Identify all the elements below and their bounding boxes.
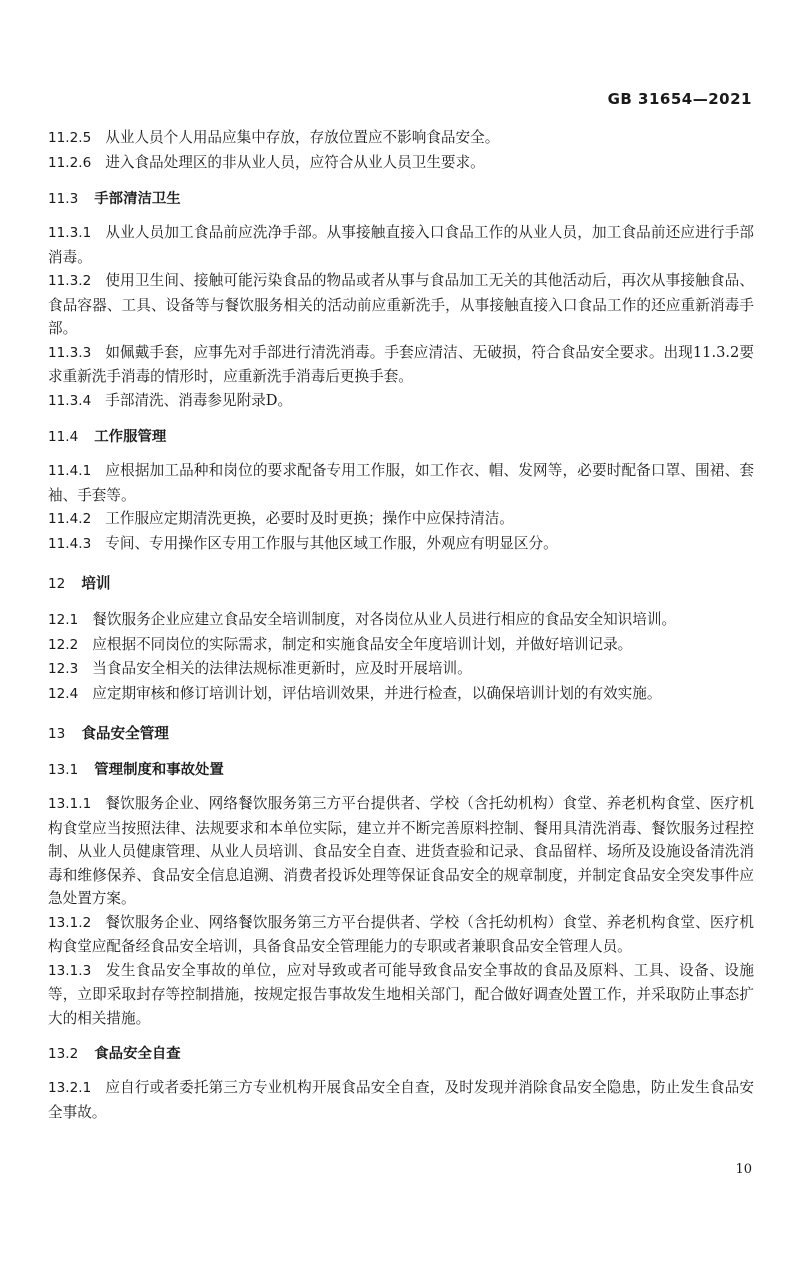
- clause-11-3-3: [48, 341, 754, 389]
- section-heading-13-2: [48, 1042, 754, 1066]
- chapter-heading-13: [48, 722, 754, 746]
- clause-number: 12.2: [48, 636, 79, 653]
- clause-12-2: [48, 633, 754, 658]
- section-number: 11.3: [48, 191, 79, 207]
- clause-11-2-6: [48, 151, 754, 176]
- clause-text: 手部清洗、消毒参见附录D。: [105, 391, 293, 409]
- clause-11-3-1: [48, 221, 754, 269]
- clause-number: 11.3.1: [48, 225, 92, 241]
- clause-number: 11.3.4: [48, 392, 92, 409]
- chapter-title: 食品安全管理: [81, 725, 169, 742]
- clause-text: 餐饮服务企业、网络餐饮服务第三方平台提供者、学校（含托幼机构）食堂、养老机构食堂、医疗机构食堂应当按照法律、法规要求和本单位实际，建立并不断完善原料控制、餐用具清洗消毒、餐饮服务过程控制、从业人员健康管理、从业人员培训、食品安全自查、进货查验和记录、食品留样、场所及设施设备清洗消毒和维修保养、食品安全信息追溯、消费者投诉处理等保证食品安全的规章制度，并制定食品安全突发事件应急处置方案。: [48, 795, 754, 907]
- clause-text: 工作服应定期清洗更换，必要时及时更换；操作中应保持清洁。: [105, 510, 514, 527]
- section-title: 食品安全自查: [94, 1046, 181, 1062]
- section-title: 管理制度和事故处置: [94, 762, 224, 778]
- chapter-number: 13: [48, 726, 66, 742]
- clause-number: 13.1.3: [48, 962, 92, 979]
- clause-12-3: [48, 657, 754, 682]
- clause-number: 11.4.3: [48, 535, 92, 552]
- clause-text: 从业人员加工食品前应洗净手部。从事接触直接入口食品工作的从业人员，加工食品前还应进行手部消毒。: [48, 224, 754, 266]
- clause-13-1-2: [48, 911, 754, 959]
- clause-text: 餐饮服务企业、网络餐饮服务第三方平台提供者、学校（含托幼机构）食堂、养老机构食堂、医疗机构食堂应配备经食品安全培训，具备食品安全管理能力的专职或者兼职食品安全管理人员。: [48, 913, 754, 955]
- clause-text: 使用卫生间、接触可能污染食品的物品或者从事与食品加工无关的其他活动后，再次从事接触食品、食品容器、工具、设备等与餐饮服务相关的活动前应重新洗手，从事接触直接入口食品工作的还应重新消毒手部。: [48, 272, 754, 337]
- clause-text: 如佩戴手套，应事先对手部进行清洗消毒。手套应清洁、无破损，符合食品安全要求。出现11.3.2要求重新洗手消毒的情形时，应重新洗手消毒后更换手套。: [48, 343, 754, 385]
- chapter-number: 12: [48, 576, 66, 592]
- clause-13-2-1: [48, 1076, 754, 1124]
- section-heading-13-1: [48, 758, 754, 782]
- section-heading-11-3: [48, 187, 754, 211]
- clause-text: 应定期审核和修订培训计划，评估培训效果，并进行检查，以确保培训计划的有效实施。: [92, 684, 662, 702]
- clause-number: 11.4.2: [48, 511, 92, 527]
- clause-text: 餐饮服务企业应建立食品安全培训制度，对各岗位从业人员进行相应的食品安全知识培训。: [92, 611, 677, 628]
- clause-number: 12.4: [48, 685, 79, 702]
- section-number: 13.1: [48, 762, 79, 778]
- clause-number: 13.1.2: [48, 914, 92, 931]
- section-heading-11-4: [48, 425, 754, 449]
- clause-11-2-5: [48, 126, 754, 151]
- clause-number: 11.4.1: [48, 463, 92, 479]
- section-title: 手部清洁卫生: [94, 191, 181, 207]
- clause-12-4: [48, 682, 754, 707]
- clause-number: 11.3.2: [48, 273, 92, 289]
- clause-11-4-1: [48, 459, 754, 507]
- clause-number: 11.3.3: [48, 344, 92, 361]
- clause-11-3-2: [48, 269, 754, 341]
- clause-11-4-3: [48, 532, 754, 557]
- clause-12-1: [48, 608, 754, 633]
- clause-number: 12.3: [48, 661, 79, 677]
- standard-code: GB 31654—2021: [607, 90, 752, 108]
- section-title: 工作服管理: [94, 429, 167, 445]
- clause-13-1-3: [48, 959, 754, 1031]
- clause-text: 当食品安全相关的法律法规标准更新时，应及时开展培训。: [92, 660, 472, 677]
- clause-11-3-4: [48, 389, 754, 414]
- section-number: 11.4: [48, 429, 79, 445]
- clause-13-1-1: [48, 792, 754, 911]
- clause-text: 应根据不同岗位的实际需求，制定和实施食品安全年度培训计划，并做好培训记录。: [92, 635, 633, 653]
- chapter-title: 培训: [81, 575, 111, 592]
- clause-number: 12.1: [48, 612, 79, 628]
- clause-number: 11.2.5: [48, 130, 92, 146]
- document-body: [48, 126, 754, 1124]
- clause-text: 应根据加工品种和岗位的要求配备专用工作服，如工作衣、帽、发网等，必要时配备口罩、围裙、套袖、手套等。: [48, 462, 754, 504]
- page-number: 10: [735, 1162, 752, 1177]
- clause-text: 专间、专用操作区专用工作服与其他区域工作服，外观应有明显区分。: [105, 534, 558, 552]
- clause-number: 11.2.6: [48, 154, 92, 171]
- clause-text: 应自行或者委托第三方专业机构开展食品安全自查，及时发现并消除食品安全隐患，防止发生食品安全事故。: [48, 1079, 754, 1121]
- section-number: 13.2: [48, 1046, 79, 1062]
- clause-number: 13.1.1: [48, 796, 92, 812]
- clause-number: 13.2.1: [48, 1080, 92, 1096]
- clause-text: 发生食品安全事故的单位，应对导致或者可能导致食品安全事故的食品及原料、工具、设备、设施等，立即采取封存等控制措施，按规定报告事故发生地相关部门，配合做好调查处置工作，并采取防止事态扩大的相关措施。: [48, 961, 754, 1027]
- clause-text: 进入食品处理区的非从业人员，应符合从业人员卫生要求。: [105, 153, 485, 171]
- clause-11-4-2: [48, 507, 754, 532]
- clause-text: 从业人员个人用品应集中存放，存放位置应不影响食品安全。: [105, 129, 500, 146]
- chapter-heading-12: [48, 572, 754, 596]
